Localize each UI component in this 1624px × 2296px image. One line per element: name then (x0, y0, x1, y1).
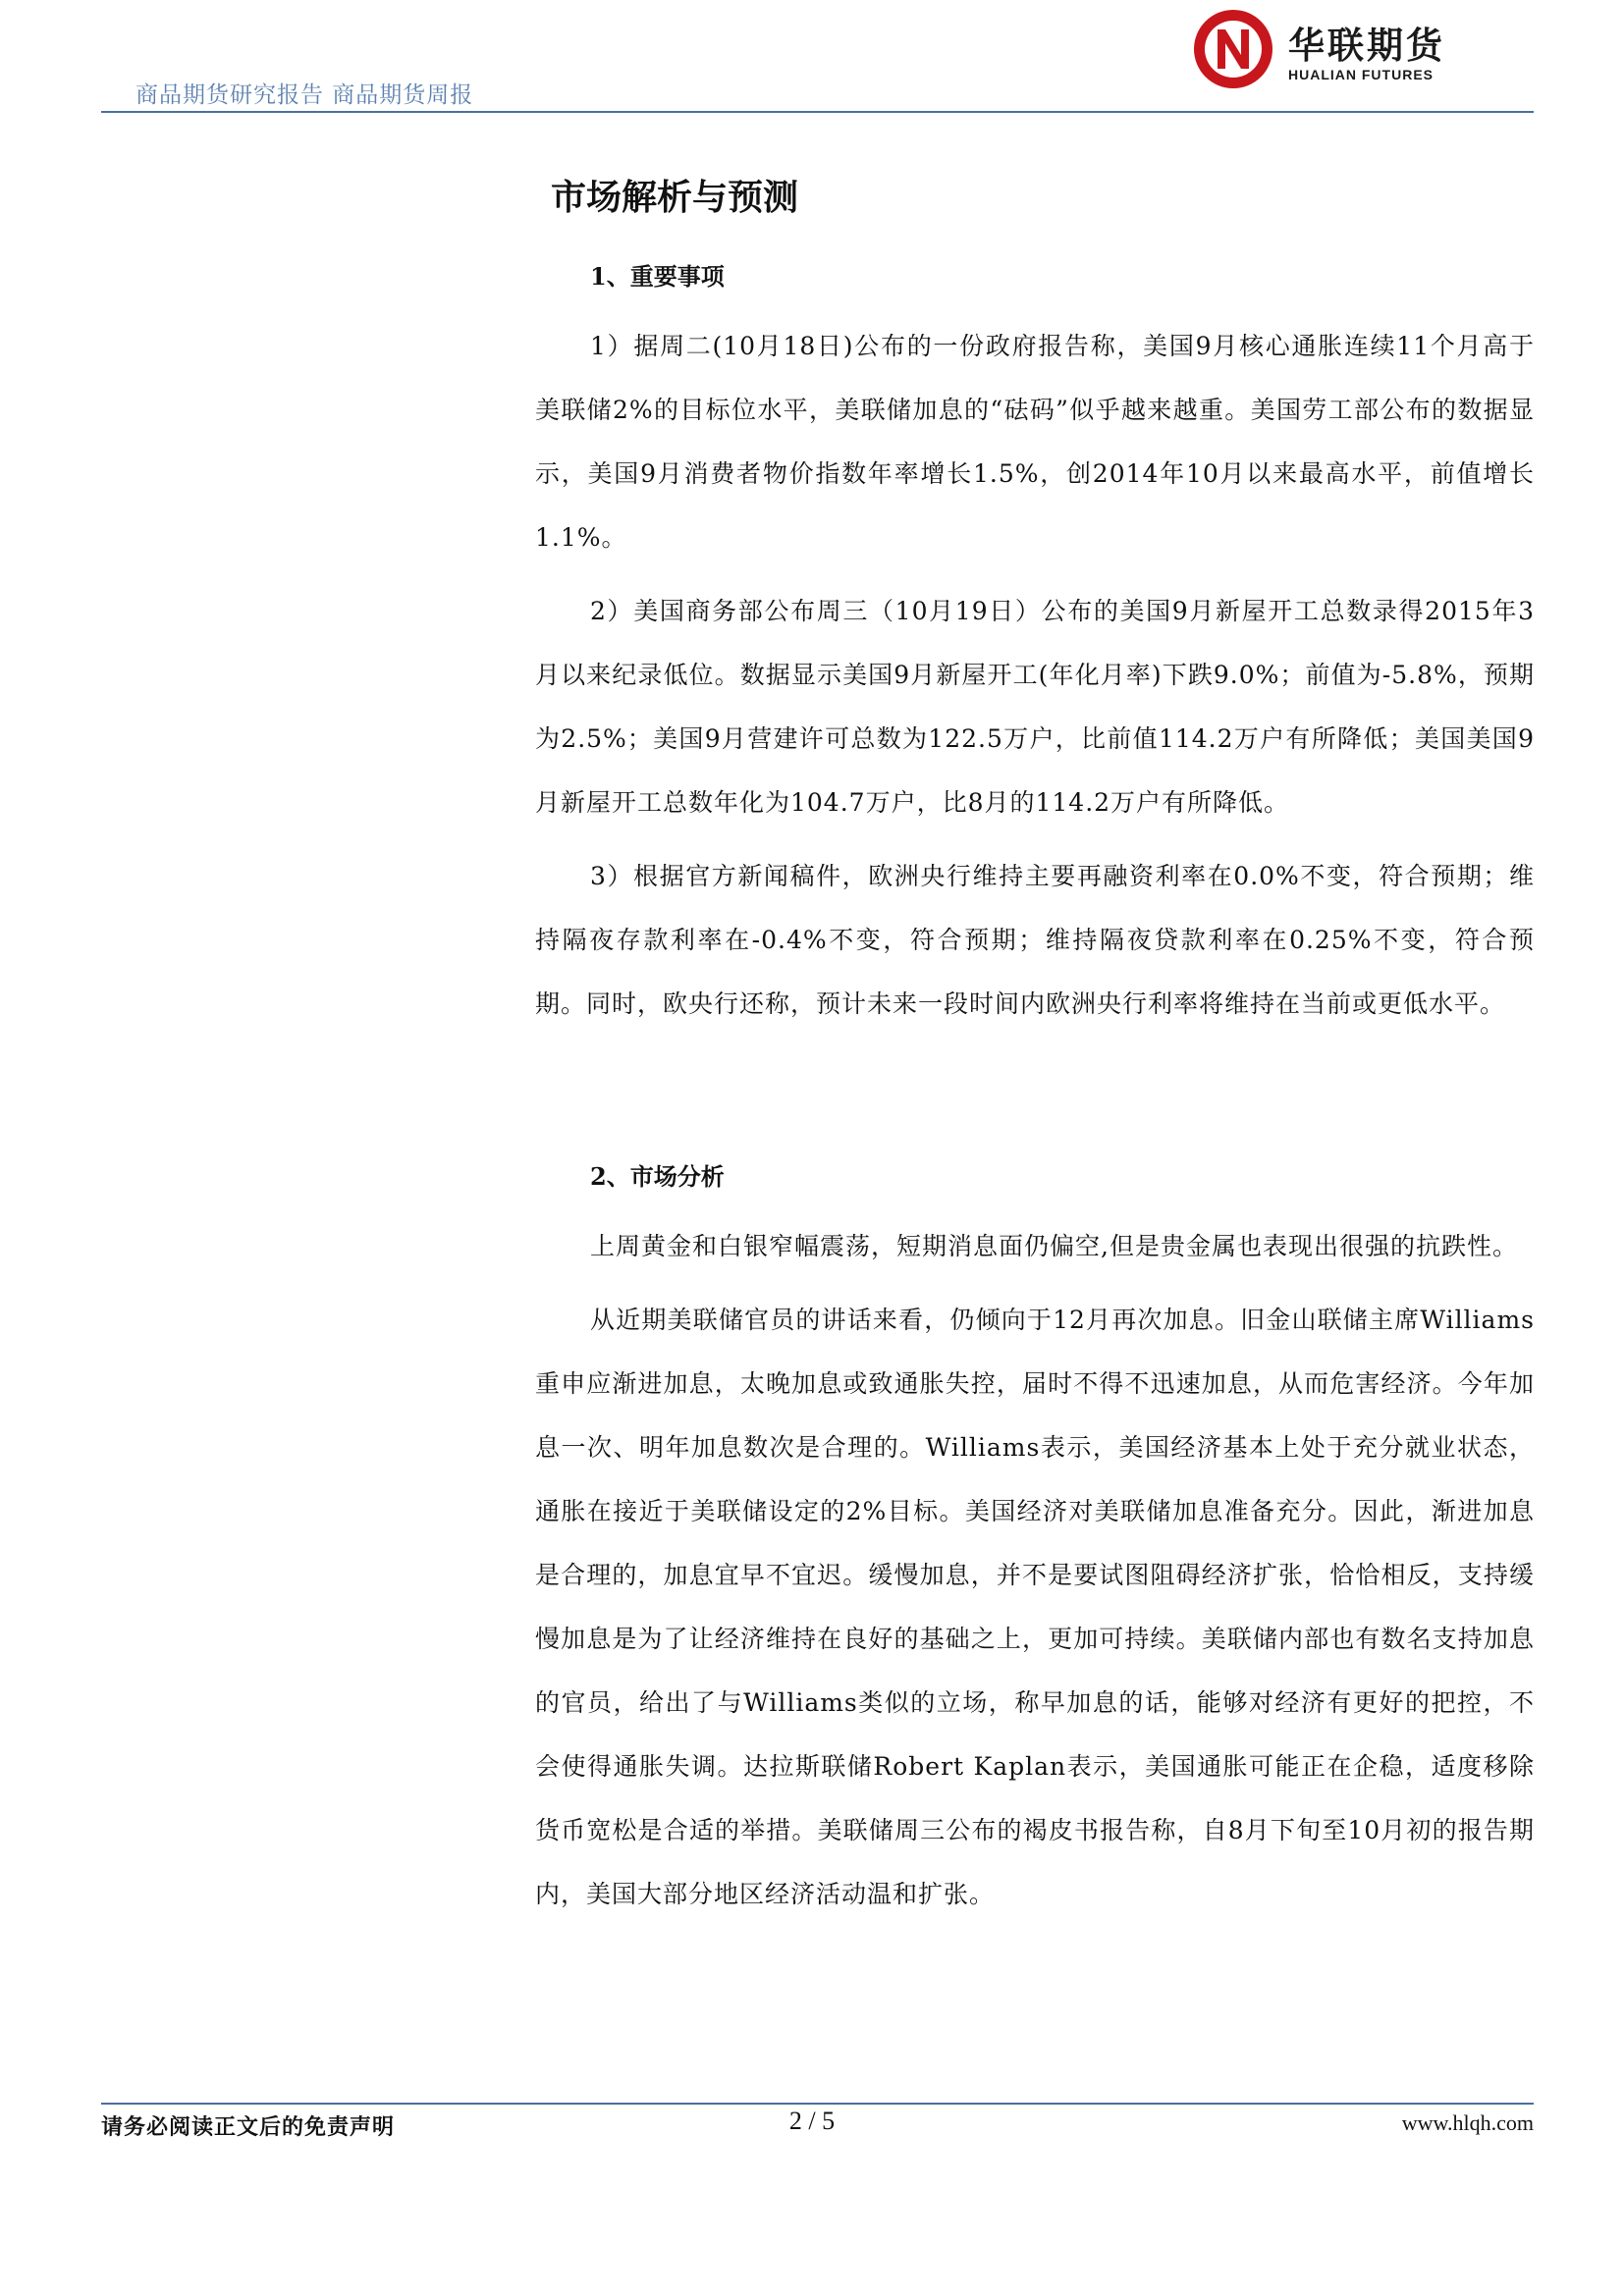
footer-disclaimer: 请务必阅读正文后的免责声明 (101, 2114, 396, 2140)
logo-chinese-name: 华联期货 (1288, 25, 1445, 67)
page-title: 市场解析与预测 (551, 178, 799, 218)
header-divider (101, 111, 1534, 113)
hualian-logo-icon (1190, 6, 1276, 92)
page-number: 2 / 5 (788, 2107, 836, 2135)
paragraph-event-1: 1）据周二(10月18日)公布的一份政府报告称，美国9月核心通胀连续11个月高于美联储2%的目标位水平，美联储加息的“砝码”似乎越来越重。美国劳工部公布的数据显示，美国9月消费者物价指数年率增长1.5%，创2014年10月以来最高水平，前值增长1.1%。 (535, 332, 1535, 552)
main-content (535, 165, 1535, 1936)
footer-divider (101, 2103, 1534, 2105)
company-logo (1190, 6, 1445, 92)
paragraph-event-3: 3）根据官方新闻稿件，欧洲央行维持主要再融资利率在0.0%不变，符合预期；维持隔夜存款利率在-0.4%不变，符合预期；维持隔夜贷款利率在0.25%不变，符合预期。同时，欧央行还称，预计未来一段时间内欧洲央行利率将维持在当前或更低水平。 (535, 862, 1535, 1018)
section-heading-important-events: 1、重要事项 (590, 262, 725, 291)
website-link[interactable]: www.hlqh.com (1401, 2110, 1534, 2135)
logo-english-name: HUALIAN FUTURES (1288, 67, 1434, 82)
report-type-header: 商品期货研究报告 商品期货周报 (135, 82, 474, 108)
paragraph-analysis-1: 上周黄金和白银窄幅震荡，短期消息面仍偏空,但是贵金属也表现出很强的抗跌性。 (590, 1232, 1518, 1260)
paragraph-event-2: 2）美国商务部公布周三（10月19日）公布的美国9月新屋开工总数录得2015年3月以来纪录低位。数据显示美国9月新屋开工(年化月率)下跌9.0%；前值为-5.8%，预期为2.5%；美国9月营建许可总数为122.5万户，比前值114.2万户有所降低；美国美国9月新屋开工总数年化为104.7万户，比8月的114.2万户有所降低。 (535, 597, 1535, 817)
section-spacer (535, 1045, 1535, 1132)
paragraph-analysis-2: 从近期美联储官员的讲话来看，仍倾向于12月再次加息。旧金山联储主席Williams重申应渐进加息，太晚加息或致通胀失控，届时不得不迅速加息，从而危害经济。今年加息一次、明年加息数次是合理的。Williams表示，美国经济基本上处于充分就业状态，通胀在接近于美联储设定的2%目标。美国经济对美联储加息准备充分。因此，渐进加息是合理的，加息宜早不宜迟。缓慢加息，并不是要试图阻碍经济扩张，恰恰相反，支持缓慢加息是为了让经济维持在良好的基础之上，更加可持续。美联储内部也有数名支持加息的官员，给出了与Williams类似的立场，称早加息的话，能够对经济有更好的把控，不会使得通胀失调。达拉斯联储Robert Kaplan表示，美国通胀可能正在企稳，适度移除货币宽松是合适的举措。美联储周三公布的褐皮书报告称，自8月下旬至10月初的报告期内，美国大部分地区经济活动温和扩张。 (535, 1306, 1535, 1908)
section-heading-market-analysis: 2、市场分析 (590, 1162, 725, 1191)
